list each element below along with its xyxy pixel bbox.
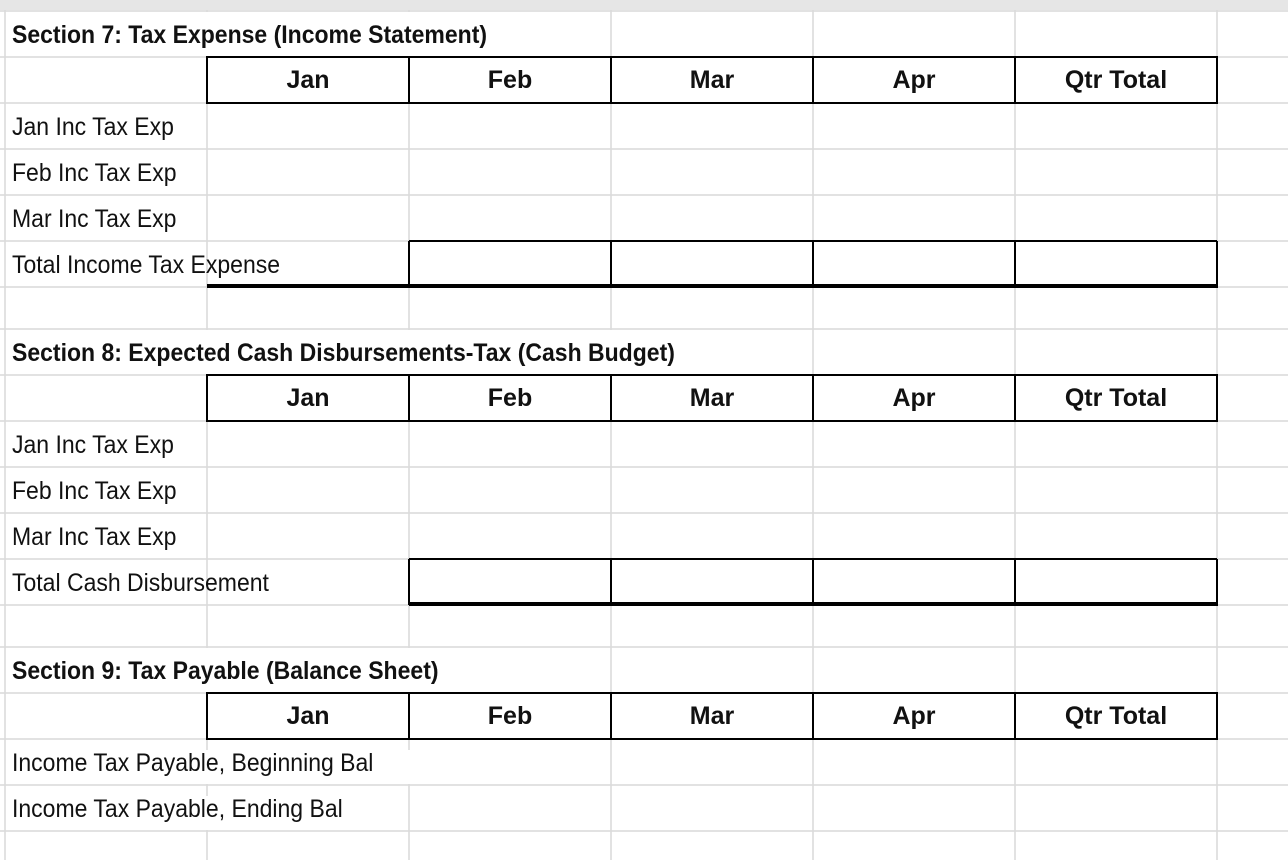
row-label[interactable]: Feb Inc Tax Exp <box>12 159 177 187</box>
row-label[interactable]: Feb Inc Tax Exp <box>12 477 177 505</box>
header-qtr-total[interactable]: Qtr Total <box>1064 66 1168 94</box>
row-label[interactable]: Jan Inc Tax Exp <box>12 113 174 141</box>
header-feb[interactable]: Feb <box>487 384 533 412</box>
section-7-title: Section 7: Tax Expense (Income Statement) <box>12 21 488 49</box>
header-apr[interactable]: Apr <box>892 66 936 94</box>
total-row-label[interactable]: Total Income Tax Expense <box>12 251 281 279</box>
row-label[interactable]: Mar Inc Tax Exp <box>12 205 177 233</box>
header-jan[interactable]: Jan <box>286 702 330 730</box>
section-8-title: Section 8: Expected Cash Disbursements-Tax (Cash Budget) <box>12 339 675 367</box>
header-jan[interactable]: Jan <box>286 384 330 412</box>
total-row-label[interactable]: Total Cash Disbursement <box>12 569 269 597</box>
header-feb[interactable]: Feb <box>487 66 533 94</box>
header-mar[interactable]: Mar <box>689 384 735 412</box>
row-label[interactable]: Income Tax Payable, Ending Bal <box>12 795 343 823</box>
header-qtr-total[interactable]: Qtr Total <box>1064 702 1168 730</box>
header-feb[interactable]: Feb <box>487 702 533 730</box>
header-qtr-total[interactable]: Qtr Total <box>1064 384 1168 412</box>
header-apr[interactable]: Apr <box>892 702 936 730</box>
header-jan[interactable]: Jan <box>286 66 330 94</box>
header-mar[interactable]: Mar <box>689 702 735 730</box>
header-apr[interactable]: Apr <box>892 384 936 412</box>
row-label[interactable]: Jan Inc Tax Exp <box>12 431 174 459</box>
section-9-title: Section 9: Tax Payable (Balance Sheet) <box>12 657 439 685</box>
row-label[interactable]: Mar Inc Tax Exp <box>12 523 177 551</box>
row-label[interactable]: Income Tax Payable, Beginning Bal <box>12 749 374 777</box>
header-mar[interactable]: Mar <box>689 66 735 94</box>
